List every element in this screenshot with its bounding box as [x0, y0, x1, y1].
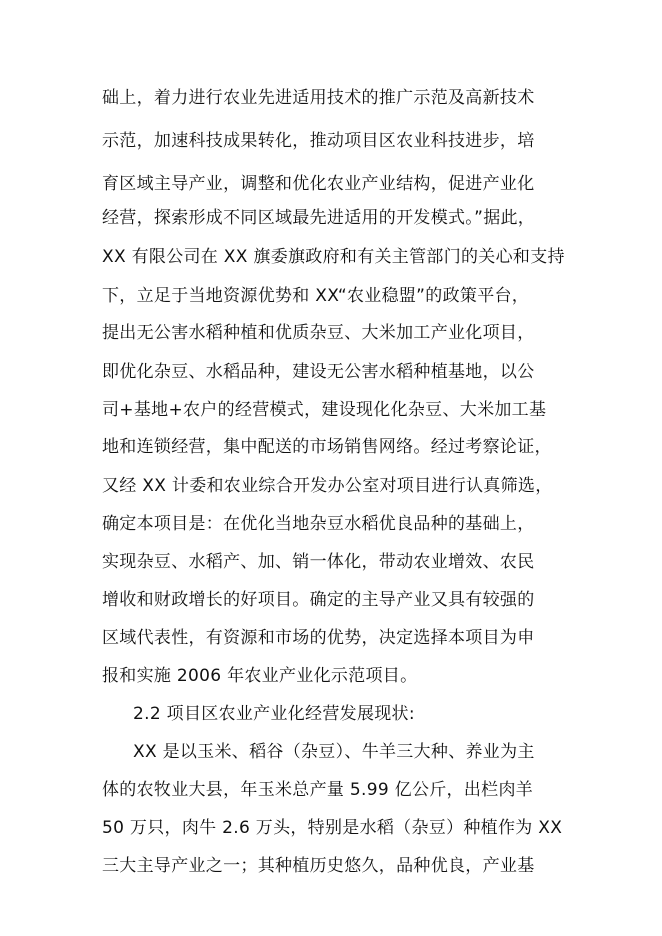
section-heading: 2.2 项目区农业产业化经营发展现状:	[133, 704, 415, 724]
body-text-line: 础上，着力进行农业先进适用技术的推广示范及高新技术	[102, 88, 535, 108]
body-text-line: 下，立足于当地资源优势和 XX“农业稳盟”的政策平台，	[102, 286, 530, 306]
body-text-line: 报和实施 2006 年农业产业化示范项目。	[102, 666, 418, 686]
body-text-line: 50 万只，肉牛 2.6 万头，特别是水稻（杂豆）种植作为 XX	[102, 818, 563, 838]
body-text-line: 提出无公害水稻种植和优质杂豆、大米加工产业化项目，	[102, 323, 535, 343]
body-text-line: 地和连锁经营，集中配送的市场销售网络。经过考察论证，	[102, 437, 552, 457]
body-text-line: 增收和财政增长的好项目。确定的主导产业又具有较强的	[102, 590, 535, 610]
body-text-line: 司+基地+农户的经营模式，建设现化化杂豆、大米加工基	[102, 400, 547, 420]
body-text-line: 实现杂豆、水稻产、加、销一体化，带动农业增效、农民	[102, 552, 535, 572]
body-text-line: 育区域主导产业，调整和优化农业产业结构，促进产业化	[102, 174, 535, 194]
body-text-line: 区域代表性，有资源和市场的优势，决定选择本项目为申	[102, 628, 535, 648]
body-text-line: XX 是以玉米、稻谷（杂豆）、牛羊三大种、养业为主	[133, 742, 535, 762]
body-text-line: 体的农牧业大县，年玉米总产量 5.99 亿公斤，出栏肉羊	[102, 780, 534, 800]
body-text-line: 经营，探索形成不同区域最先进适用的开发模式。”据此，	[102, 208, 536, 228]
body-text-line: XX 有限公司在 XX 旗委旗政府和有关主管部门的关心和支持	[102, 247, 565, 267]
body-text-line: 示范，加速科技成果转化，推动项目区农业科技进步，培	[102, 131, 535, 151]
body-text-line: 即优化杂豆、水稻品种，建设无公害水稻种植基地，以公	[102, 362, 535, 382]
body-text-line: 又经 XX 计委和农业综合开发办公室对项目进行认真筛选，	[102, 476, 553, 496]
body-text-line: 三大主导产业之一；其种植历史悠久，品种优良，产业基	[102, 856, 535, 876]
body-text-line: 确定本项目是：在优化当地杂豆水稻优良品种的基础上，	[102, 514, 535, 534]
